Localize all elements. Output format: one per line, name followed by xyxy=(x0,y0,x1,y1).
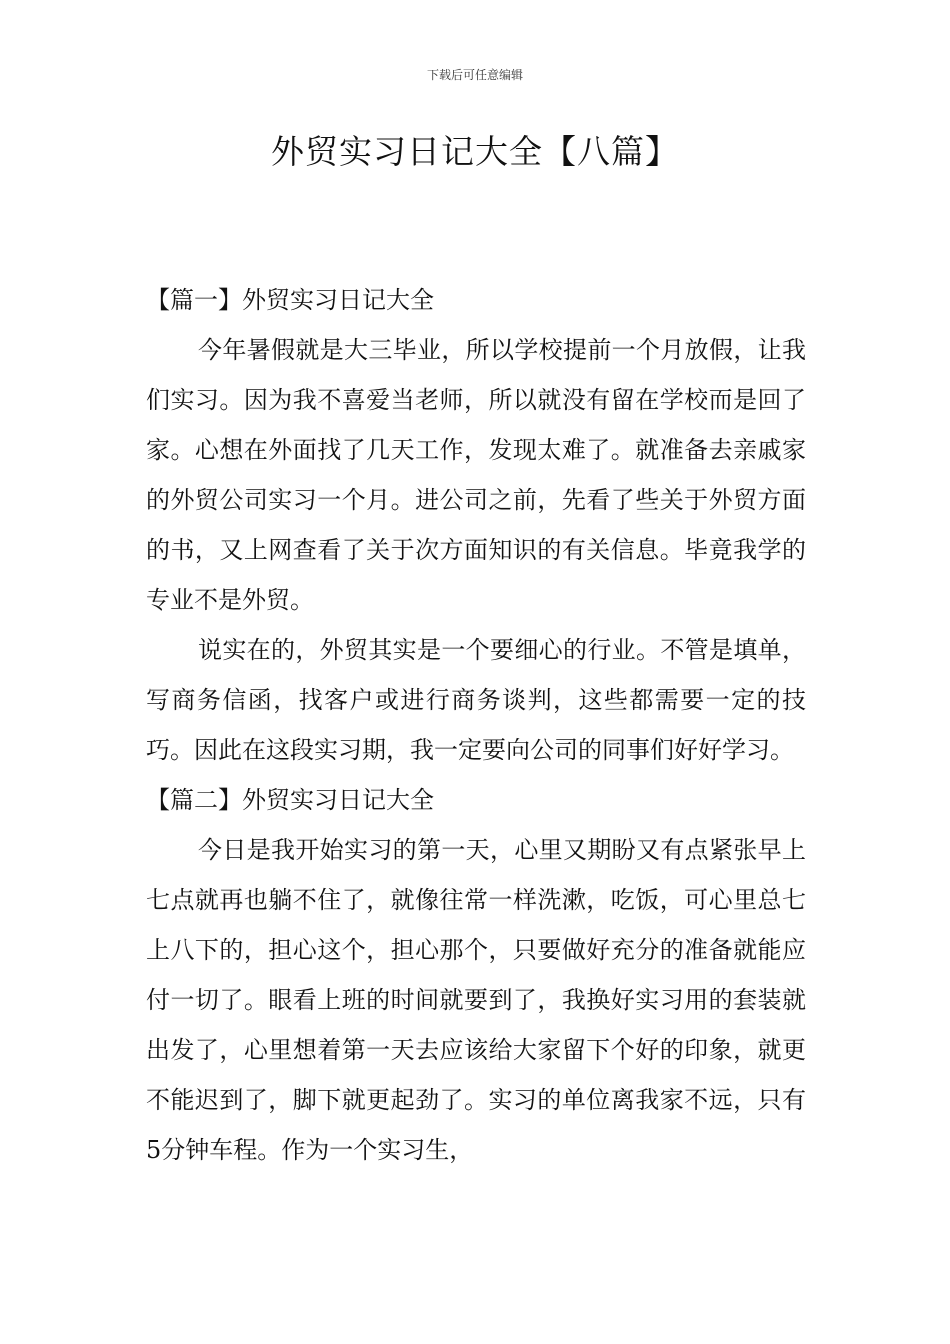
paragraph: 今日是我开始实习的第一天，心里又期盼又有点紧张早上七点就再也躺不住了，就像往常一样洗漱，吃饭，可心里总七上八下的，担心这个，担心那个，只要做好充分的准备就能应付一切了。眼看上班的时间就要到了，我换好实习用的套装就出发了，心里想着第一天去应该给大家留下个好的印象，就更不能迟到了，脚下就更起劲了。实习的单位离我家不远，只有5分钟车程。作为一个实习生， xyxy=(146,836,806,1164)
document-title: 外贸实习日记大全【八篇】 xyxy=(271,132,679,171)
document-body xyxy=(146,275,806,1175)
header-note: 下载后可任意编辑 xyxy=(426,68,523,82)
paragraph: 说实在的，外贸其实是一个要细心的行业。不管是填单，写商务信函，找客户或进行商务谈判，这些都需要一定的技巧。因此在这段实习期，我一定要向公司的同事们好好学习。 xyxy=(146,636,806,764)
section-2 xyxy=(146,775,806,1175)
section-1 xyxy=(146,275,806,775)
paragraph: 今年暑假就是大三毕业，所以学校提前一个月放假，让我们实习。因为我不喜爱当老师，所以就没有留在学校而是回了家。心想在外面找了几天工作，发现太难了。就准备去亲戚家的外贸公司实习一个月。进公司之前，先看了些关于外贸方面的书，又上网查看了关于次方面知识的有关信息。毕竟我学的专业不是外贸。 xyxy=(146,336,806,614)
section-heading: 【篇二】外贸实习日记大全 xyxy=(146,786,434,814)
section-heading: 【篇一】外贸实习日记大全 xyxy=(146,286,434,314)
